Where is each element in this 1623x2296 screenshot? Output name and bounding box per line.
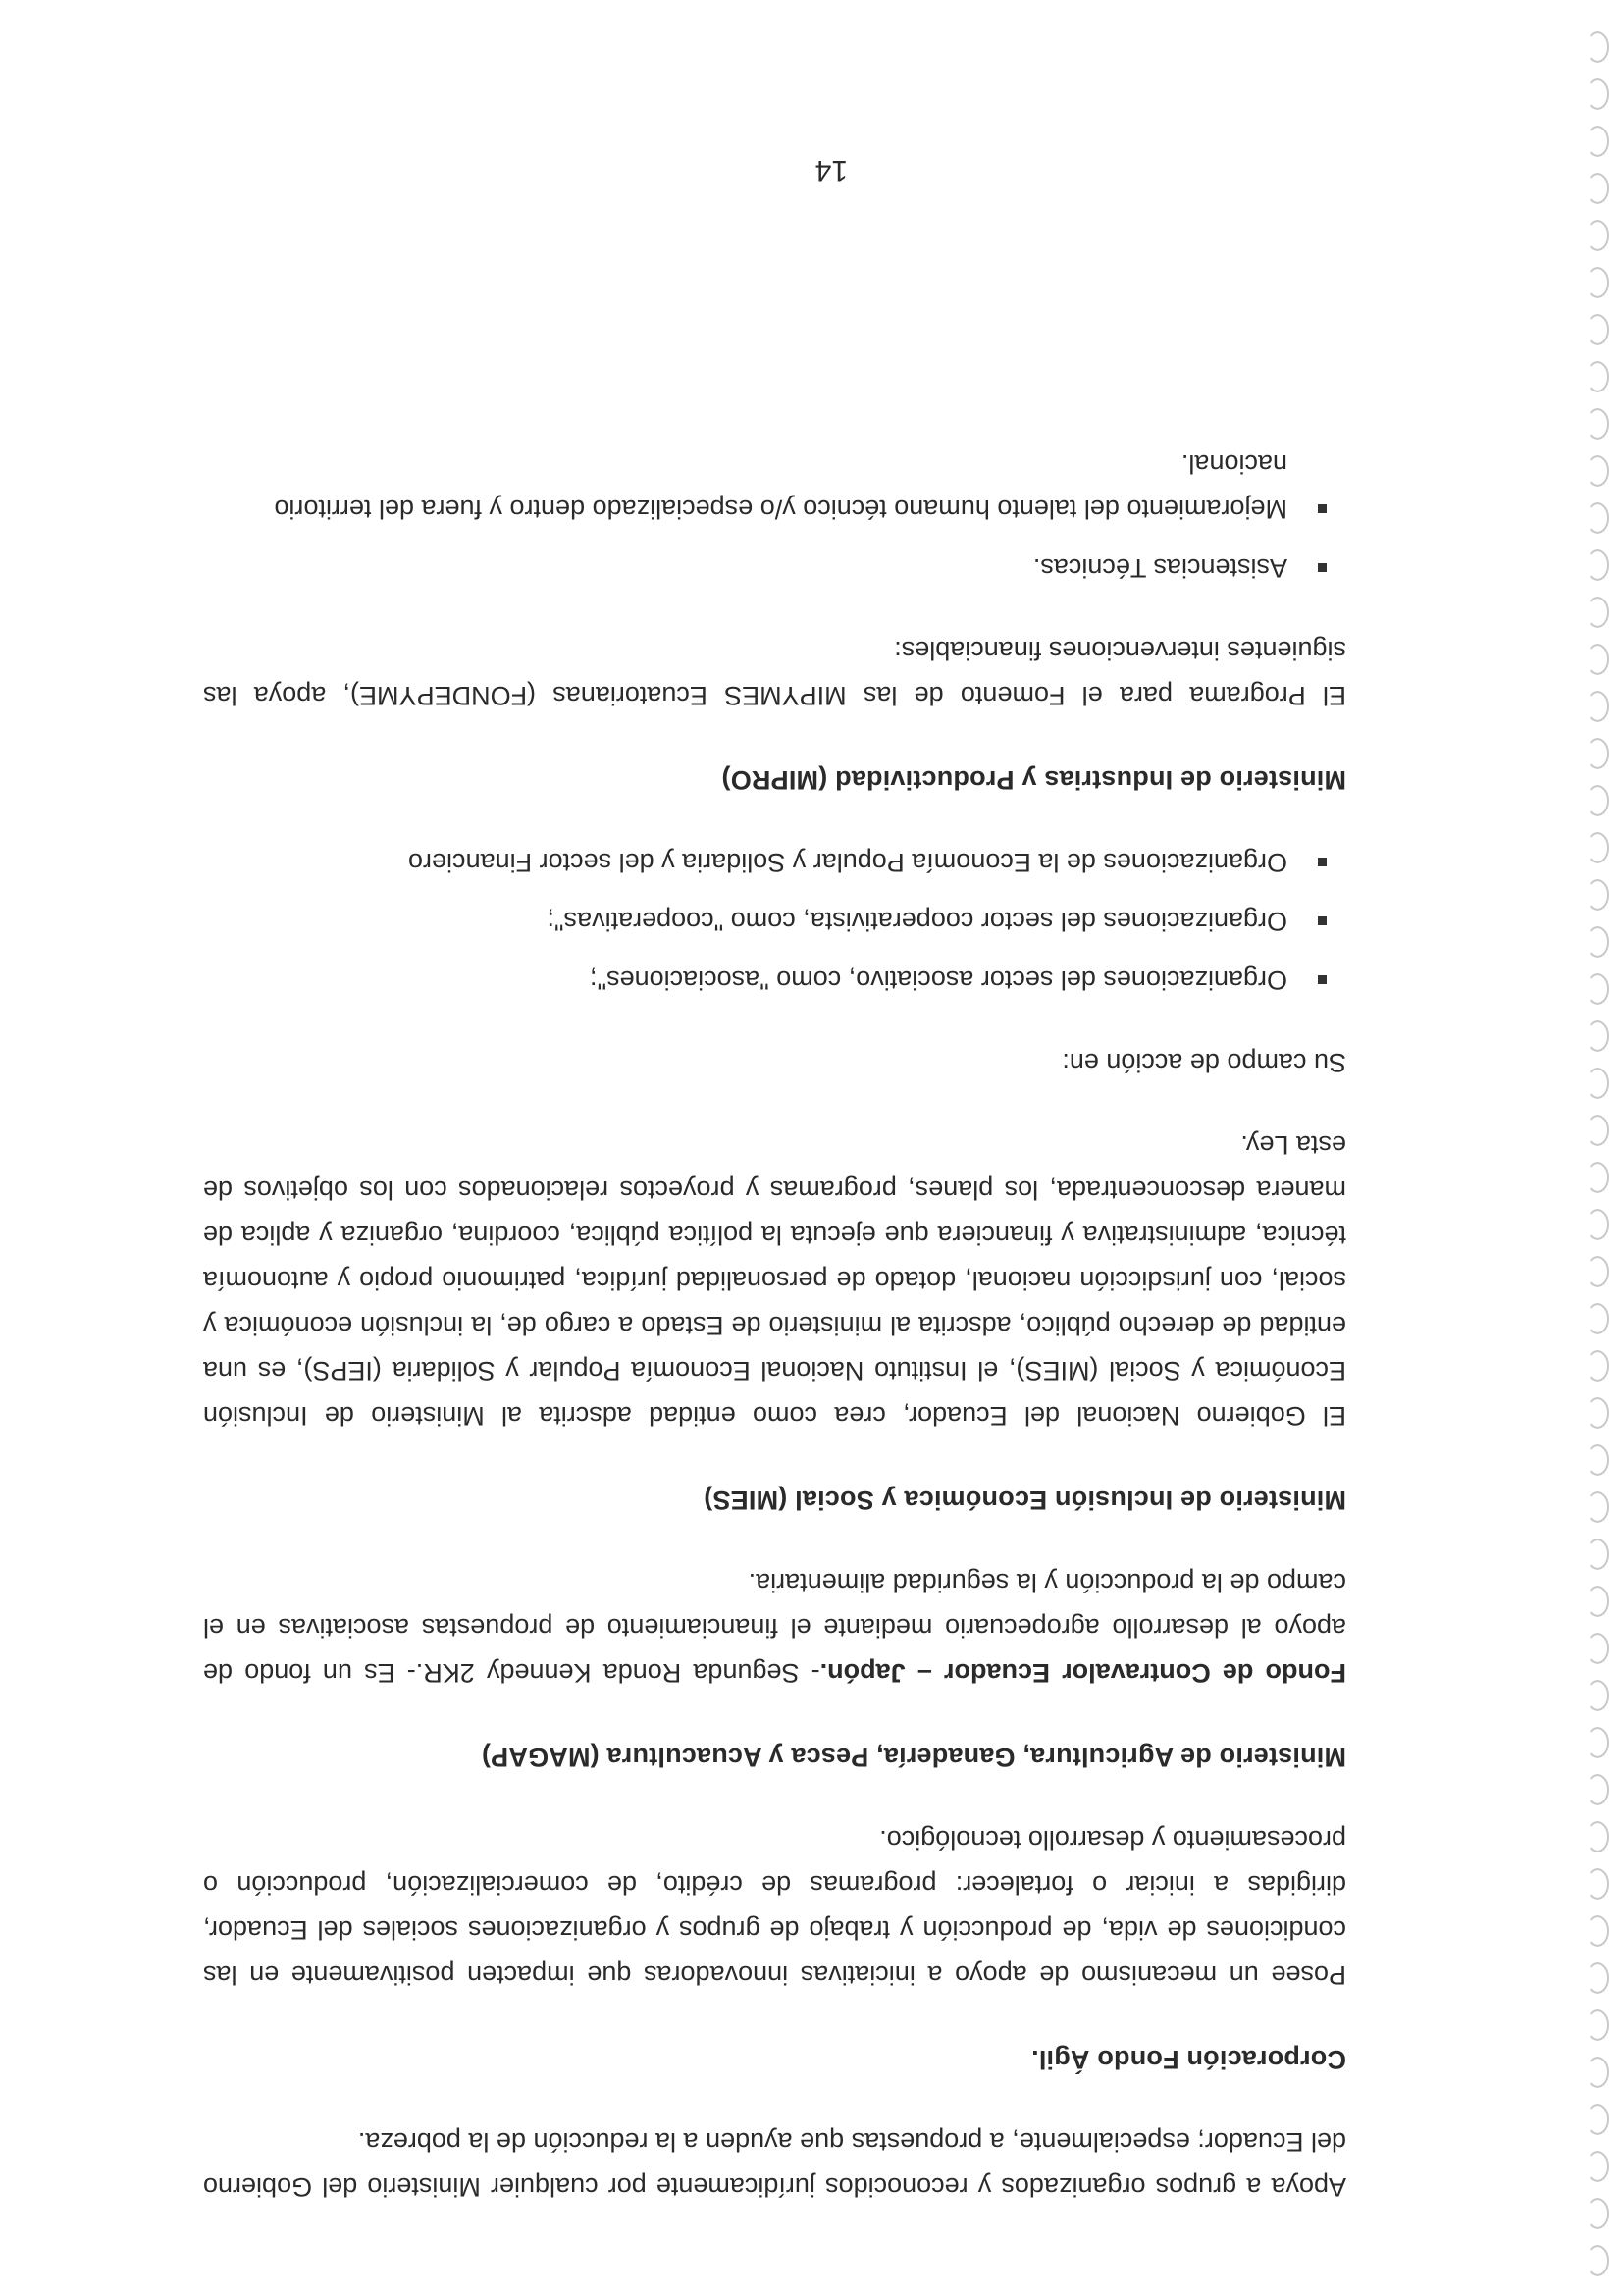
document-body — [203, 404, 1346, 2210]
spiral-binding — [1564, 0, 1623, 2296]
binding-hole — [1586, 1162, 1609, 1193]
list-item: Mejoramiento del talento humano técnico y/o especializado dentro y fuera del territorio nacional. — [203, 442, 1346, 532]
binding-hole — [1586, 1727, 1609, 1758]
binding-hole — [1586, 267, 1609, 298]
binding-hole — [1586, 1115, 1609, 1146]
binding-hole — [1586, 785, 1609, 816]
binding-hole — [1586, 879, 1609, 911]
binding-hole — [1586, 1256, 1609, 1287]
binding-hole — [1586, 1539, 1609, 1570]
section-heading-mipro: Ministerio de Industrias y Productividad (MIPRO) — [721, 765, 1346, 795]
binding-hole — [1586, 78, 1609, 110]
binding-hole — [1586, 1350, 1609, 1382]
binding-hole — [1586, 1068, 1609, 1099]
binding-hole — [1586, 1962, 1609, 1994]
binding-hole — [1586, 31, 1609, 63]
binding-hole — [1586, 1868, 1609, 1900]
binding-hole — [1586, 1915, 1609, 1947]
binding-hole — [1586, 1633, 1609, 1664]
list-item: Organizaciones del sector asociativo, como "asociaciones"; — [203, 958, 1346, 1003]
fondo-text: - Segunda Ronda Kennedy 2KR.- Es un fondo de apoyo al desarrollo agropecuario mediante el financiamiento de propuestas asociativas en el campo de la producción y la seguridad alimentaria. — [203, 1568, 1346, 1688]
binding-hole — [1586, 1680, 1609, 1711]
list-item: Organizaciones de la Economía Popular y Solidaria y del sector Financiero — [203, 840, 1346, 885]
binding-hole — [1586, 549, 1609, 581]
binding-hole — [1586, 1491, 1609, 1523]
binding-hole — [1586, 314, 1609, 345]
binding-hole — [1586, 361, 1609, 392]
corporacion-paragraph: Posee un mecanismo de apoyo a iniciativas innovadoras que impacten positivamente en las condiciones de vida, de producción y trabajo de grupos y organizaciones sociales del Ecuador, dirigidas a iniciar o fortalecer: programas de crédito, de comercialización, producción o procesamiento y desarrollo tecnológico. — [203, 1825, 1346, 1990]
binding-hole — [1586, 2245, 1609, 2276]
binding-hole — [1586, 2009, 1609, 2041]
binding-hole — [1586, 691, 1609, 722]
binding-hole — [1586, 832, 1609, 863]
binding-hole — [1586, 1020, 1609, 1052]
binding-hole — [1586, 126, 1609, 157]
fondo-title: Fondo de Contravalor Ecuador – Japón. — [819, 1658, 1346, 1688]
section-heading-corporacion: Corporación Fondo Ágil. — [1030, 2045, 1346, 2074]
binding-hole — [1586, 1586, 1609, 1617]
binding-hole — [1586, 1397, 1609, 1429]
fondo-paragraph — [203, 1560, 1346, 1696]
mies-list — [203, 840, 1346, 1003]
binding-hole — [1586, 1303, 1609, 1334]
binding-hole — [1586, 408, 1609, 440]
page-number: 14 — [814, 154, 848, 186]
section-heading-mies: Ministerio de Inclusión Económica y Social (MIES) — [704, 1486, 1346, 1515]
binding-hole — [1586, 597, 1609, 628]
binding-hole — [1586, 455, 1609, 487]
binding-hole — [1586, 1821, 1609, 1852]
binding-hole — [1586, 1209, 1609, 1240]
list-item: Asistencias Técnicas. — [203, 546, 1346, 591]
binding-hole — [1586, 1444, 1609, 1476]
binding-hole — [1586, 502, 1609, 534]
list-item: Organizaciones del sector cooperativista, como "cooperativas"; — [203, 899, 1346, 944]
binding-hole — [1586, 2198, 1609, 2229]
binding-hole — [1586, 738, 1609, 769]
binding-hole — [1586, 2057, 1609, 2088]
binding-hole — [1586, 220, 1609, 251]
binding-hole — [1586, 2151, 1609, 2182]
section-heading-magap: Ministerio de Agricultura, Ganadería, Pesca y Acuacultura (MAGAP) — [481, 1743, 1346, 1772]
binding-hole — [1586, 973, 1609, 1005]
mipro-paragraph: El Programa para el Fomento de las MIPYMES Ecuatorianas (FONDEPYME), apoya las siguientes intervenciones financiables: — [203, 636, 1346, 710]
binding-hole — [1586, 173, 1609, 204]
binding-hole — [1586, 2104, 1609, 2135]
binding-hole — [1586, 1774, 1609, 1805]
mies-paragraph: El Gobierno Nacional del Ecuador, crea como entidad adscrita al Ministerio de Inclusión Económica y Social (MIES), el Instituto Nacional Economía Popular y Solidaria (IEPS), es una entidad de derecho público, adscrita al ministerio de Estado a cargo de, la inclusión económica y social, con jurisdicción nacional, dotado de personalidad jurídica, patrimonio propio y autonomía técnica, administrativa y financiera que ejecuta la política pública, coordina, organiza y aplica de manera desconcentrada, los planes, programas y proyectos relacionados con los objetivos de esta Ley. — [203, 1130, 1346, 1431]
mipro-list — [203, 442, 1346, 591]
binding-hole — [1586, 926, 1609, 958]
intro-paragraph: Apoya a grupos organizados y reconocidos jurídicamente por cualquier Ministerio del Gobierno del Ecuador; especialmente, a propuestas que ayuden a la reducción de la pobreza. — [203, 2127, 1346, 2202]
campo-paragraph: Su campo de acción en: — [1062, 1048, 1346, 1077]
binding-hole — [1586, 644, 1609, 675]
